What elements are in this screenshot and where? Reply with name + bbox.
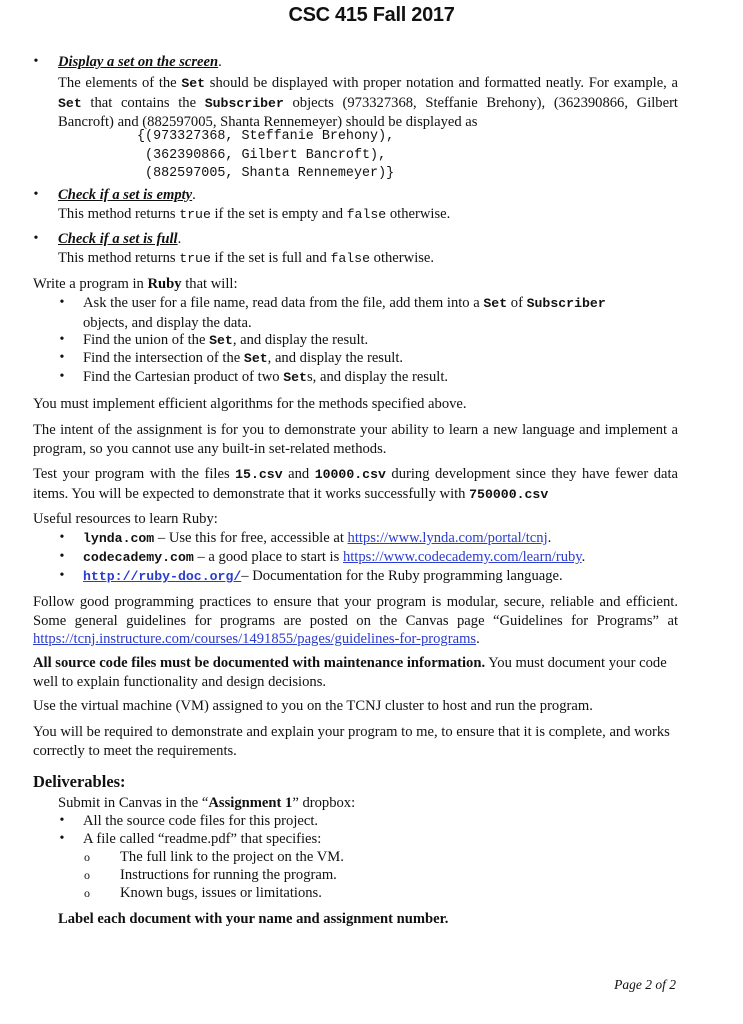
circle-bullet-icon: o — [84, 886, 90, 900]
deliverable-item: A file called “readme.pdf” that specifies: — [83, 831, 322, 847]
resource-rubydoc: http://ruby-doc.org/– Documentation for the Ruby programming language. — [83, 568, 563, 584]
readme-sub-item: Known bugs, issues or limitations. — [120, 885, 322, 901]
test-paragraph: Test your program with the files 15.csv and 10000.csv during development since they have fewer data items. You will be expected to demonstrate that it works successfully with 750000.csv — [33, 466, 679, 502]
bullet-icon: • — [59, 831, 65, 846]
guidelines-link[interactable]: https://tcnj.instructure.com/courses/1491855/pages/guidelines-for-programs — [33, 631, 477, 648]
circle-bullet-icon: o — [84, 868, 90, 882]
bullet-icon: • — [59, 350, 65, 365]
deliverables-heading: Deliverables: — [33, 772, 126, 791]
codecademy-link[interactable]: https://www.codecademy.com/learn/ruby — [342, 549, 582, 565]
method-full-body: This method returns true if the set is full and false otherwise. — [58, 250, 435, 266]
resources-intro: Useful resources to learn Ruby: — [33, 511, 218, 527]
circle-bullet-icon: o — [84, 850, 90, 864]
bullet-icon: • — [59, 295, 65, 310]
method-full: Check if a set is full. — [58, 231, 182, 247]
bullet-icon: • — [33, 187, 39, 202]
bullet-icon: • — [33, 231, 39, 246]
demo-paragraph: You will be required to demonstrate and explain your program to me, to ensure that it is complete, and works correctly to meet the requirements. — [33, 724, 670, 759]
resource-codecademy: codecademy.com – a good place to start is https://www.codecademy.com/learn/ruby. — [83, 549, 586, 565]
bullet-icon: • — [59, 332, 65, 347]
set-example-code: {(973327368, Steffanie Brehony), (362390866, Gilbert Bancroft), (882597005, Shanta Rennemeyer)} — [137, 129, 395, 181]
efficient-paragraph: You must implement efficient algorithms for the methods specified above. — [33, 396, 467, 412]
program-item-4: Find the Cartesian product of two Sets, and display the result. — [83, 369, 449, 385]
resource-lynda: lynda.com – Use this for free, accessible at https://www.lynda.com/portal/tcnj. — [83, 530, 552, 546]
practices-paragraph: Follow good programming practices to ensure that your program is modular, secure, reliable and efficient. Some general guidelines for programs are posted on the Canvas page “Guidelines for Programs” at https://tcnj.instructure.com/courses/1491855/pages/guidelines-for-programs. — [33, 594, 678, 648]
program-intro: Write a program in Ruby that will: — [33, 276, 238, 292]
method-heading: Check if a set is empty — [58, 187, 193, 203]
method-empty: Check if a set is empty. — [58, 187, 196, 203]
method-empty-body: This method returns true if the set is empty and false otherwise. — [58, 206, 451, 222]
bullet-icon: • — [59, 530, 65, 545]
readme-sub-item: The full link to the project on the VM. — [120, 849, 344, 865]
bullet-icon: • — [59, 549, 65, 564]
method-display-body: The elements of the Set should be displayed with proper notation and formatted neatly. For example, a Set that contains the Subscriber objects (973327368, Steffanie Brehony), (362390866, Gilbert Bancroft) and (882597005, Shanta Rennemeyer) should be displayed as — [58, 75, 679, 131]
page-title: CSC 415 Fall 2017 — [288, 4, 455, 26]
submit-instructions: Submit in Canvas in the “Assignment 1” dropbox: — [58, 795, 356, 811]
lynda-link[interactable]: https://www.lynda.com/portal/tcnj — [347, 530, 548, 546]
bullet-icon: • — [59, 568, 65, 583]
program-item-3: Find the intersection of the Set, and display the result. — [83, 350, 404, 366]
method-heading: Check if a set is full — [58, 231, 178, 247]
label-note: Label each document with your name and assignment number. — [58, 911, 449, 927]
bullet-icon: • — [33, 54, 39, 69]
page-number: Page 2 of 2 — [614, 977, 676, 992]
method-heading: Display a set on the screen — [58, 54, 219, 70]
intent-paragraph: The intent of the assignment is for you to demonstrate your ability to learn a new language and implement a program, so you cannot use any built-in set-related methods. — [33, 422, 678, 457]
program-item-1: Ask the user for a file name, read data from the file, add them into a Set of Subscriber objects, and display the data. — [83, 295, 606, 331]
vm-paragraph: Use the virtual machine (VM) assigned to you on the TCNJ cluster to host and run the program. — [33, 698, 593, 714]
bullet-icon: • — [59, 813, 65, 828]
readme-sub-item: Instructions for running the program. — [120, 867, 337, 883]
deliverable-item: All the source code files for this project. — [83, 813, 319, 829]
documentation-paragraph: All source code files must be documented with maintenance information. You must document your code well to explain functionality and design decisions. — [33, 655, 667, 690]
bullet-icon: • — [59, 369, 65, 384]
ruby-doc-link[interactable]: http://ruby-doc.org/ — [83, 569, 242, 584]
program-item-2: Find the union of the Set, and display the result. — [83, 332, 369, 348]
method-display: Display a set on the screen. — [58, 54, 222, 70]
